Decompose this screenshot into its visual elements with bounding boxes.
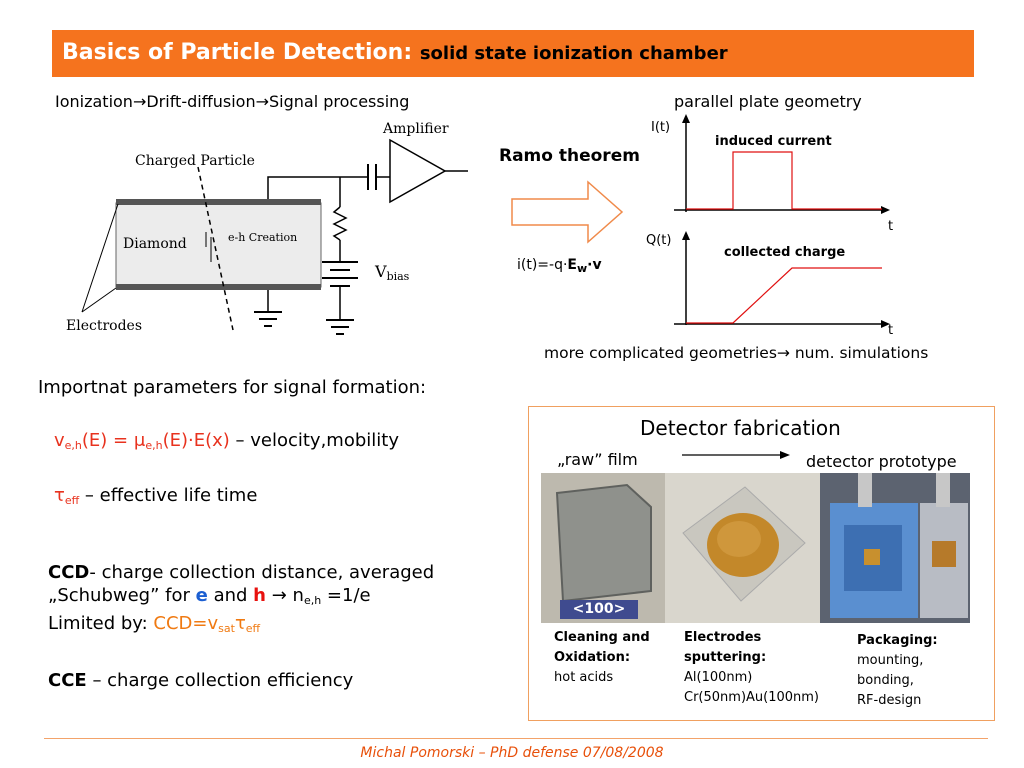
vbias-label: $V_{bias}$ <box>375 262 410 283</box>
collected-charge-curve <box>686 268 882 323</box>
t-axis-label-1: t <box>888 219 894 234</box>
electrodes-label: Electrodes <box>66 318 143 334</box>
induced-current-label: induced current <box>715 134 832 149</box>
caption-electrodes: Electrodes sputtering: Al(100nm) Cr(50nm)Au(100nm) <box>684 630 820 705</box>
arrow-icon: → <box>776 344 790 362</box>
lifetime-line: $\tau_{eff}$ – effective life time <box>54 485 258 507</box>
orientation-badge: <100> <box>560 600 638 619</box>
caption-packaging: Packaging: mounting, bonding, RF-design <box>857 633 938 708</box>
title-main: Basics of Particle Detection: <box>62 40 413 65</box>
electrode-bottom <box>116 284 321 290</box>
arrow-icon: → <box>132 92 147 111</box>
induced-current-curve <box>686 152 882 209</box>
prototype-label: detector prototype <box>806 452 957 471</box>
t-axis-label-2: t <box>888 323 894 338</box>
pipeline-ionization: Ionization <box>55 92 133 111</box>
pipeline-drift: Drift-diffusion <box>146 92 256 111</box>
footer-text: Michal Pomorski – PhD defense 07/08/2008 <box>360 745 664 761</box>
plots-title: parallel plate geometry <box>674 92 862 111</box>
q-axis-label: Q(t) <box>646 233 672 248</box>
pipeline-signal: Signal processing <box>268 92 410 111</box>
cce-line: CCE – charge collection efficiency <box>48 670 354 691</box>
caption-cleaning: Cleaning and Oxidation: hot acids <box>554 630 650 685</box>
i-axis-label: I(t) <box>651 120 671 135</box>
slide-title <box>62 40 728 65</box>
amplifier-icon <box>390 140 445 202</box>
electrode-top <box>116 199 321 205</box>
footer-divider <box>44 738 988 739</box>
process-arrow-icon <box>682 448 792 462</box>
title-sub: solid state ionization chamber <box>419 43 728 64</box>
ramo-label: Ramo theorem <box>499 146 640 166</box>
raw-film-label: „raw” film <box>557 450 638 469</box>
more-geometries: more complicated geometries→ num. simulations <box>544 344 929 362</box>
collected-charge-label: collected charge <box>724 245 846 260</box>
fabrication-heading: Detector fabrication <box>640 416 841 440</box>
velocity-line: $v_{e,h}(E) = \mu_{e,h}(E)\cdot E(x)$ – velocity,mobility <box>54 430 399 452</box>
pipeline-text <box>55 92 409 111</box>
ccd-block: CCD- charge collection distance, averaged „Schubweg” for e and $h \to n_{e,h} =1/e$ Limited by: $CCD=v_{sat}\tau_{eff}$ <box>48 562 435 635</box>
diamond-label: Diamond <box>123 236 187 252</box>
sputtered-sample-photo <box>665 473 820 623</box>
ramo-equation: $i(t)=-q\cdot E_w\cdot v$ <box>517 257 602 275</box>
charged-particle-label: Charged Particle <box>135 153 255 169</box>
amplifier-label: Amplifier <box>383 121 449 137</box>
prototype-photo <box>820 473 970 623</box>
params-heading: Importnat parameters for signal formation: <box>38 377 427 398</box>
arrow-icon: → <box>255 92 269 111</box>
big-arrow-icon <box>510 180 625 245</box>
eh-creation-label: e-h Creation <box>228 231 298 244</box>
resistor-icon <box>334 207 346 240</box>
circuit-diagram <box>50 112 470 347</box>
